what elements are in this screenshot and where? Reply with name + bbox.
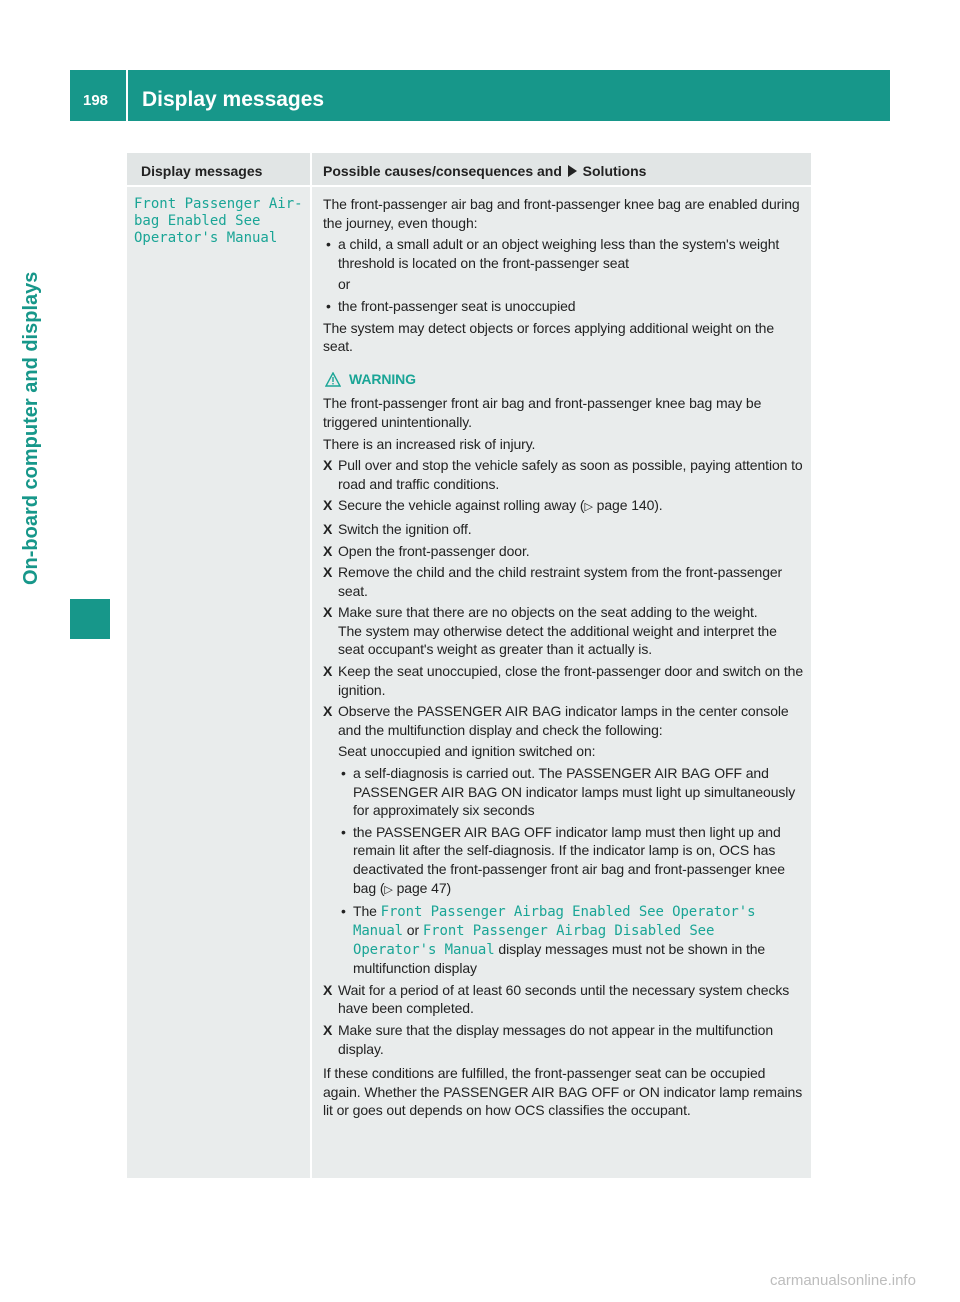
page-number: 198 [83,92,109,109]
section-side-label: On-board computer and displays [20,271,42,585]
message-line: Front Passenger Air‐ [134,196,303,212]
table-header-row [127,153,811,187]
column-divider [310,153,312,1178]
instruction-step [323,542,805,561]
intro-text: The front-passenger air bag and front-passenger knee bag are enabled during the journey, even though: [323,196,800,231]
list-item [323,823,805,899]
header-divider [126,70,128,121]
detect-note: The system may detect objects or forces applying additional weight on the seat. [323,319,775,355]
col-header-causes-solutions [323,163,646,179]
step-text: Make sure that the display messages do not appear in the multifunction display. [338,1021,774,1057]
message-line: Operator's Manual [134,230,278,246]
step-text: Make sure that there are no objects on the seat adding to the weight. [338,604,758,621]
list-item: • the front-passenger seat is unoccupied [323,297,805,316]
col-header-causes-label: Possible causes/consequences and [323,163,562,179]
step-x-icon: X [323,542,333,559]
page-reference-link[interactable]: page 47 [396,879,447,896]
instruction-step [323,1021,805,1058]
display-message-inline: Front Passenger Airbag Disabled See Operator's Manual [353,923,715,959]
display-message-cell [134,196,306,247]
instruction-step [323,662,805,699]
page-ref-triangle-icon: ▷ [584,501,593,514]
page-ref-triangle-icon: ▷ [384,883,393,896]
list-item: • a self-diagnosis is carried out. The PASSENGER AIR BAG OFF and PASSENGER AIR BAG ON indicator lamps must light up simultaneously for approximately six seconds [323,764,805,820]
step-text: Pull over and stop the vehicle safely as soon as possible, paying attention to road and traffic conditions. [338,457,803,492]
step-text: Observe the PASSENGER AIR BAG indicator lamps in the center console and the multifunction display and check the following: [338,703,789,738]
seat-note: Seat unoccupied and ignition switched on: [338,743,596,760]
sub-text: the PASSENGER AIR BAG OFF indicator lamp must then light up and remain lit after the self-diagnosis. If the indicator lamp is on, OCS has deactivated the front-passenger front air bag and front-passenger knee bag ( [353,823,785,896]
list-item [323,902,805,978]
step-x-icon: X [323,520,333,537]
step-text: Keep the seat unoccupied, close the front-passenger door and switch on the ignition. [338,663,804,698]
warning-label: WARNING [349,370,416,387]
arrow-right-icon [568,165,577,177]
step-x-icon: X [323,703,333,720]
step-x-icon: X [323,981,333,998]
step-text-end: ). [654,497,663,514]
step-x-icon: X [323,497,333,514]
col-header-solutions-label: Solutions [582,163,647,179]
sub-text: display messages must not be shown in the multifunction display [353,941,766,977]
display-message-inline: Front Passenger Airbag Enabled See Operator's Manual [353,904,756,940]
instruction-step [323,702,805,739]
instruction-step [323,563,805,600]
step-text: Secure the vehicle against rolling away ( [338,497,585,514]
step-text: Remove the child and the child restraint system from the front-passenger seat. [338,564,783,599]
step-x-icon: X [323,604,333,621]
instruction-step [323,456,805,493]
instruction-step [323,603,805,659]
step-text: Wait for a period of at least 60 seconds until the necessary system checks have been completed. [338,981,790,1017]
step-x-icon: X [323,564,333,581]
step-text: Switch the ignition off. [338,520,472,537]
section-marker-square [70,599,110,639]
page-reference-link[interactable]: page 140 [596,497,655,514]
watermark: carmanualsonline.info [770,1272,916,1289]
col-header-display-messages: Display messages [141,163,263,179]
instruction-step [323,520,805,539]
step-x-icon: X [323,457,333,474]
step-note: The system may otherwise detect the additional weight and interpret the seat occupant's weight as greater than it actually is. [338,622,777,658]
causes-solutions-cell [323,195,805,1123]
step-x-icon: X [323,1021,333,1038]
display-messages-table [127,153,811,1178]
warning-triangle-icon [325,372,341,387]
instruction-step [323,496,805,517]
step-text: Open the front-passenger door. [338,542,530,559]
page-number-box [70,70,126,121]
message-line: bag Enabled See [134,213,261,229]
page-title: Display messages [142,88,325,111]
warning-heading [323,370,805,389]
final-note: If these conditions are fulfilled, the front-passenger seat can be occupied again. Whether the PASSENGER AIR BAG OFF or ON indicator lamp remains lit or goes out depends on how OCS classifies the occupant. [323,1065,803,1119]
warning-text: The front-passenger front air bag and front-passenger knee bag may be triggered unintentionally. [323,395,762,430]
step-x-icon: X [323,663,333,680]
instruction-step [323,981,805,1018]
page-header [70,70,890,121]
risk-text: There is an increased risk of injury. [323,435,536,452]
list-item: • a child, a small adult or an object weighing less than the system's weight threshold is located on the front-passenger seat [323,235,805,272]
sub-text-end: ) [446,879,452,896]
or-text: or [338,276,351,293]
sub-text: or [406,922,420,939]
sub-text: The [353,903,377,920]
